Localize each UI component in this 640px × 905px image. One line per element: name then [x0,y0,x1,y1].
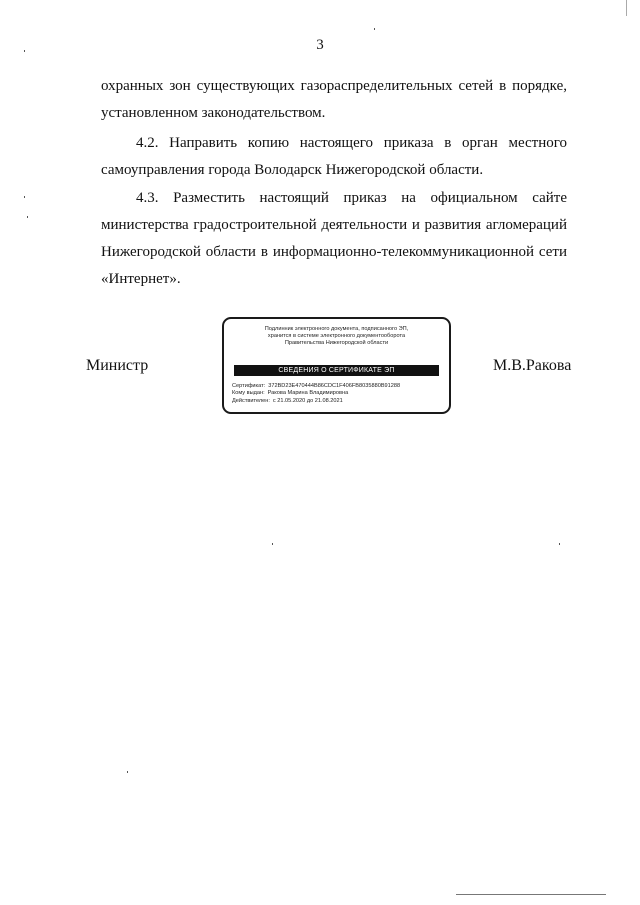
paragraph-line: самоуправления города Володарск Нижегородской области. [101,162,484,178]
signer-title: Министр [86,357,149,374]
electronic-signature-stamp [222,317,451,414]
stamp-issued-to-value: Ракова Марина Владимировна [267,390,349,397]
signer-name: М.В.Ракова [493,357,572,374]
scan-edge-line [456,894,606,895]
paragraph-gas-zones [101,73,567,127]
paragraph-4-3 [101,185,567,293]
scan-speck [24,50,25,52]
scan-speck [127,771,128,773]
stamp-header-line: Подлинник электронного документа, подписанного ЭП, [264,326,409,332]
page-number: 3 [316,37,324,53]
paragraph-line: 4.2. Направить копию настоящего приказа в орган местного [136,135,567,151]
stamp-issued-to-label: Кому выдан: [232,390,265,397]
scan-edge-mark [626,0,627,16]
scan-speck [27,216,28,218]
stamp-certificate-value: 372BD23E470444B86CDC1F406FB8035880B91288 [268,383,401,389]
scan-speck [24,196,25,198]
paragraph-line: 4.3. Разместить настоящий приказ на официальном сайте [136,190,567,206]
scan-speck [559,543,560,545]
stamp-issued-to-row [232,390,443,397]
paragraph-4-2 [101,130,567,184]
paragraph-line: «Интернет». [101,271,181,287]
stamp-header-line: хранится в системе электронного документооборота [267,333,406,340]
paragraph-line: министерства градостроительной деятельности и развития агломераций [101,217,567,233]
stamp-header-line: Правительства Нижегородской области [284,340,389,347]
paragraph-line: Нижегородской области в информационно-телекоммуникационной сети [101,244,567,260]
stamp-certificate-row [232,383,443,390]
stamp-header [230,326,443,348]
scan-speck [272,543,273,545]
scan-speck [374,28,375,30]
stamp-valid-value: с 21.05.2020 до 21.08.2021 [272,397,343,404]
paragraph-line: охранных зон существующих газораспределительных сетей в порядке, [101,78,567,94]
stamp-valid-label: Действителен: [232,397,270,404]
stamp-details [232,383,443,405]
stamp-certificate-label: Сертификат: [232,383,266,389]
stamp-valid-row [232,398,443,405]
paragraph-line: установленном законодательством. [101,105,326,121]
stamp-certificate-bar: СВЕДЕНИЯ О СЕРТИФИКАТЕ ЭП [234,365,439,376]
